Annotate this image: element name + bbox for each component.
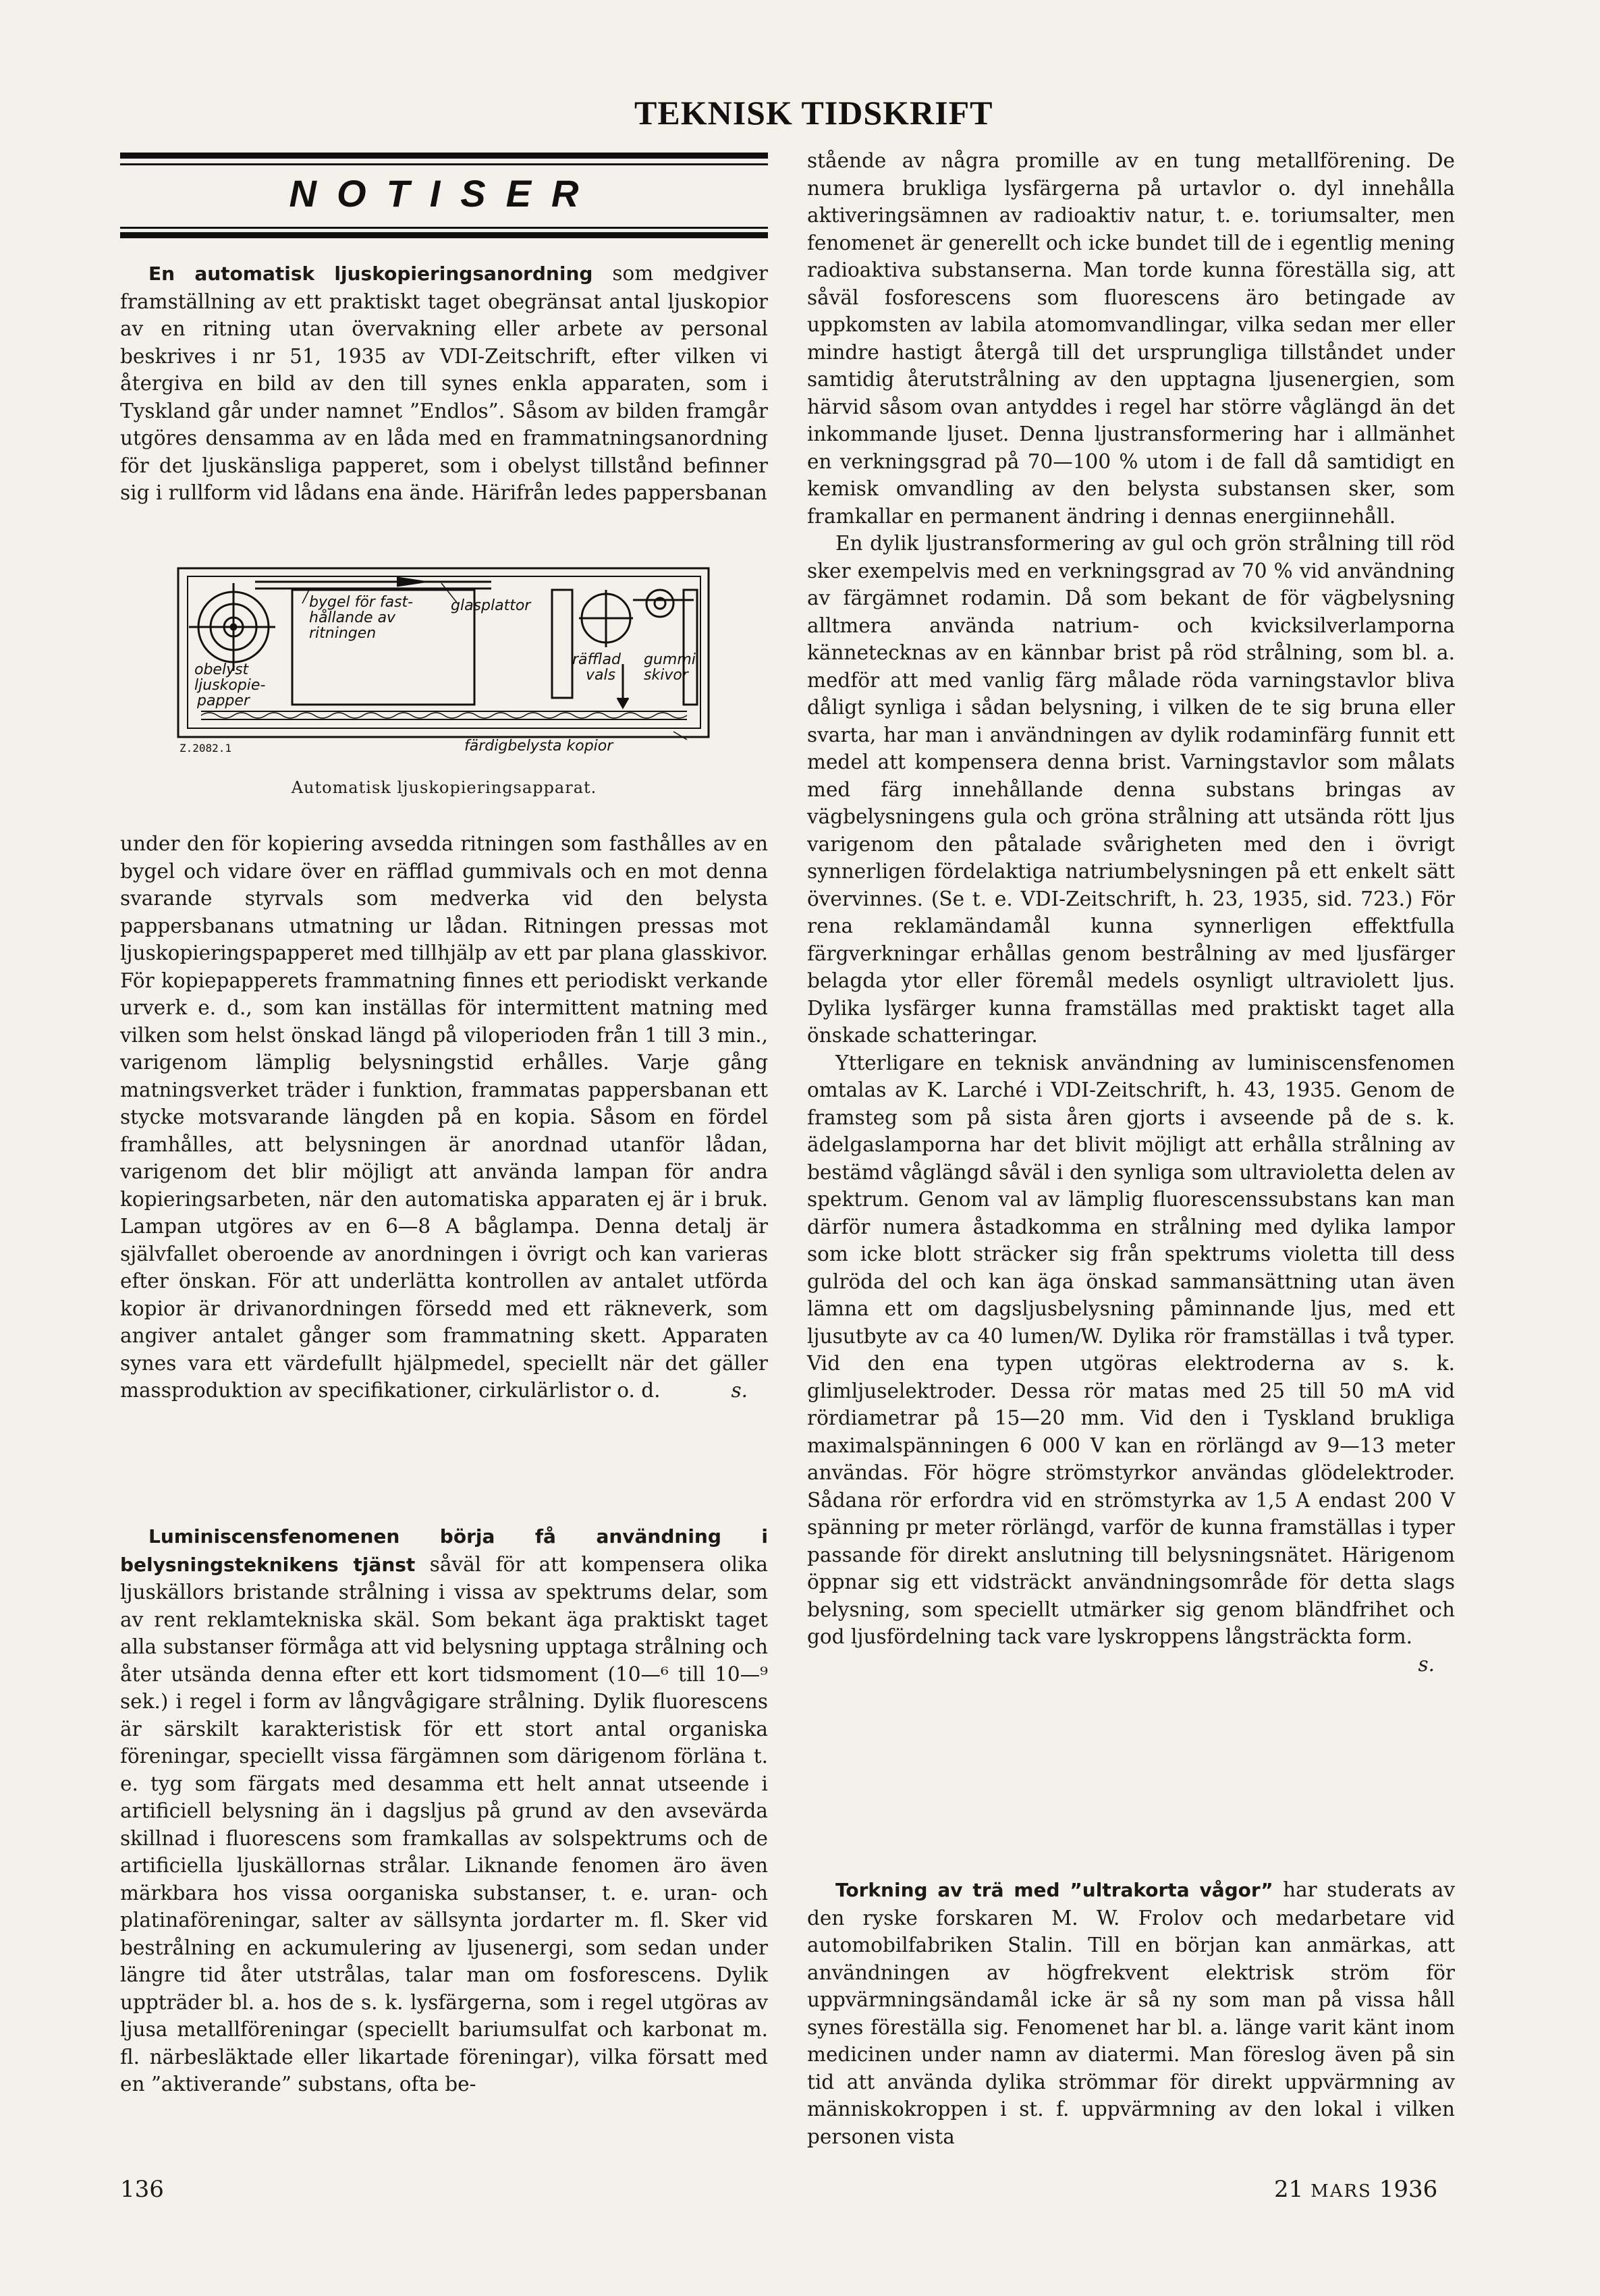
- article-3-text: har studerats av den ryske forskaren M. W. Frolov och medarbetare vid automobilfabriken Stalin. Till en början kan anmärkas, att användningen av högfrekvent elektrisk ström för uppvärmningsändamål icke är så ny som man på vissa håll synes föreställa sig. Fenomenet har bl. a. länge varit känt inom medicinen under namn av diatermi. Man föreslog även på sin tid att använda dylika strömmar för direkt uppvärmning av människokroppen i st. f. uppvärmning av den lokal i vilken personen vista: [807, 1878, 1456, 2148]
- label-bygel-2: hållande av: [309, 609, 396, 626]
- journal-title: TEKNISK TIDSKRIFT: [634, 94, 993, 132]
- apparatus-diagram: [174, 563, 714, 759]
- label-obelyst-2: ljuskopie-: [194, 677, 266, 694]
- label-gummi: gummi: [644, 651, 696, 668]
- label-fardig: färdigbelysta kopior: [464, 738, 613, 755]
- article-2-paragraph-continued: stående av några promille av en tung metallförening. De numera brukliga lysfärgerna på urtavlor o. dyl innehålla aktiveringsämnen av radioaktiv natur, t. e. toriumsalter, men fenomenet är generellt och icke bundet till de i egentlig mening radioaktiva substanserna. Man torde kunna föreställa sig, att såväl fosforescens som fluorescens äro betingade av uppkomsten av labila atomomvandlingar, vilka sedan mer eller mindre hastigt återgå till det ursprungliga tillståndet under samtidig återutstrålning av den upptagna ljusenergien, som härvid såsom ovan antyddes i regel har större våglängd än det inkommande ljuset. Denna ljustransformering har i allmänhet en verkningsgrad på 70—100 % utom i de fall då samtidigt en kemisk omvandling av den belysta substansen sker, som framkallar en permanent ändring i dennas energiinnehåll.: [807, 149, 1455, 528]
- issue-year: 1936: [1379, 2176, 1438, 2203]
- article-2-start: [120, 1523, 768, 2098]
- right-column: [807, 147, 1455, 1678]
- article-2-text-4: Ytterligare en teknisk användning av luminiscensfenomen omtalas av K. Larché i VDI-Zeitschrift, h. 43, 1935. Genom de framsteg som på sista åren gjorts i avseende på de s. k. ädelgaslamporna har det blivit möjligt att erhålla strålning av bestämd våglängd såväl i den synliga som ultravioletta delen av spektrum. Genom val av lämplig fluorescenssubstans kan man därför numera åstadkomma en strålning med dylika lampor som icke blott sträcker sig från spektrums violetta till dess gulröda del och kan äga önskad sammansättning utan även lämna ett om dagsljusbelysning påminnande ljus, med ett ljusutbyte av ca 40 lumen/W. Dylika rör framställas i två typer. Vid den ena typen utgöras elektroderna av s. k. glimljuselektroder. Dessa rör matas med 25 till 50 mA vid rördiametrar på 15—20 mm. Vid den i Tyskland brukliga maximalspänningen 6 000 V kan en rörlängd av 9—13 meter användas. För högre strömstyrkor användas glödelektroder. Sådana rör erfordra vid en strömstyrka av 1,5 A endast 200 V spänning pr meter rörlängd, varför de kunna framställas i typer passande för direkt anslutning till belysningsnätet. Härigenom öppnar sig ett vidsträckt användningsområde för detta slags belysning, som speciellt utmärker sig genom bländfrihet och god ljusfördelning tack vare lyskroppens långsträckta form.: [807, 1051, 1455, 1648]
- article-2-paragraph-3: [807, 1049, 1455, 1676]
- rubber-roller: [646, 590, 673, 617]
- article-1-text-1: som medgiver framställning av ett praktiskt taget obegränsat antal ljuskopior av en ritning utan övervakning eller arbete av personal beskrives i nr 51, 1935 av VDI-Zeitschrift, efter vilken vi återgiva en bild av den till synes enkla apparaten, som i Tyskland går under namnet ”Endlos”. Såsom av bilden framgår utgöres densamma av en låda med en frammatningsanordning för det ljuskänsliga papperet, som i obelyst tillstånd befinner sig i rullform vid lådans ena ände. Härifrån ledes pappersbanan: [120, 262, 768, 504]
- label-bygel-3: ritningen: [309, 625, 377, 642]
- top-rule-thin: [120, 163, 768, 165]
- label-rafflad-2: vals: [586, 667, 616, 684]
- article-3-heading: Torkning av trä med ”ultrakorta vågor”: [835, 1879, 1273, 1901]
- bottom-rule: [120, 232, 768, 238]
- label-obelyst-3: papper: [197, 692, 250, 709]
- article-2-paragraph-2: En dylik ljustransformering av gul och grön strålning till röd sker exempelvis med en verkningsgrad av 70 % vid användning av färgämnet rodamin. Då som bekant de för vägbelysning alltmera använda natrium- och kvicksilverlamporna kännetecknas av en kännbar brist på röd strålning, som bl. a. medför att med vanlig färg målade röda varningstavlor bliva dåligt synliga i sådan belysning, i vilken de te sig bruna eller svarta, har man i användningen av dylik rodaminfärg funnit ett medel att kompensera denna brist. Varningstavlor som målats med färg innehållande denna substans bringas av vägbelysningens gula och gröna strålning att utsända rött ljus varigenom den påtalade svårigheten med den i övrigt synnerligen fördelaktiga natriumbelysningen på ett enkelt sätt övervinnes. (Se t. e. VDI-Zeitschrift, h. 23, 1935, sid. 723.) För rena reklamändamål kunna synnerligen effektfulla färgverkningar erhållas genom bestrålning av med ljusfärger belagda ytor eller föremål medels osynligt ultraviolett ljus. Dylika lysfärger kunna framställas med praktiskt taget alla önskade schatteringar.: [807, 532, 1455, 1047]
- label-obelyst: obelyst: [194, 661, 249, 678]
- article-2-signature: s.: [1418, 1652, 1435, 1676]
- top-rule: [120, 153, 768, 159]
- section-header: [120, 153, 768, 240]
- article-2-heading: Luminiscensfenomenen börja få användning i belysningsteknikens tjänst: [120, 1525, 768, 1576]
- figure-reference: Z.2082.1: [180, 742, 232, 755]
- article-1-paragraph-2: [120, 830, 768, 1404]
- article-3-paragraph: [807, 1876, 1455, 2150]
- article-1-heading: En automatisk ljuskopieringsanordning: [148, 263, 593, 285]
- article-2-text-1: såväl för att kompensera olika ljuskällors bristande strålning i vissa av spektrums delar, som av rent reklamtekniska skäl. Som bekant äga praktiskt taget alla substanser förmåga att vid belysning upptaga strålning och åter utsända denna efter ett kort tidsmoment (10—⁶ till 10—⁹ sek.) i regel i form av långvågigare strålning. Dylik fluorescens är särskilt karakteristisk för ett stort antal organiska föreningar, speciellt vissa färgämnen som därigenom förläna t. e. tyg som färgats med desamma ett helt annat utseende i artificiell belysning än i dagsljus på grund av den avsevärda skillnad i fluorescens som framkallas av solspektrums och de artificiella ljuskällornas strålar. Liknande fenomen äro även märkbara hos vissa oorganiska substanser, t. e. uran- och platinaföreningar, salter av sällsynta jordarter m. fl. Sker vid bestrålning en ackumulering av ljusenergi, som sedan under längre tid åter utstrålas, talar man om fosforescens. Dylik uppträder bl. a. hos de s. k. lysfärgerna, som i regel utgöras av ljusa metallföreningar (speciellt bariumsulfat och karbonat m. fl. närbesläktade eller likartade föreningar), vilka försatt med en ”aktiverande” substans, ofta be-: [120, 1552, 768, 2096]
- page-number: 136: [120, 2176, 164, 2203]
- article-1-continued: [120, 830, 768, 1404]
- article-1-intro: [120, 260, 768, 507]
- label-gummi-2: skivor: [644, 667, 688, 684]
- article-1-signature: s.: [731, 1379, 748, 1402]
- label-rafflad: räfflad: [572, 651, 621, 668]
- label-bygel: bygel för fast-: [309, 594, 414, 611]
- issue-month: MARS: [1311, 2181, 1372, 2202]
- figure-caption: Automatisk ljuskopieringsapparat.: [291, 778, 597, 797]
- issue-day: 21: [1274, 2176, 1304, 2203]
- article-1-text-2: under den för kopiering avsedda ritningen som fasthålles av en bygel och vidare över en räfflad gummivals och en mot denna svarande styrvals som medverka vid den belysta pappersbanans utmatning ur lådan. Ritningen pressas mot ljuskopieringspapperet med tillhjälp av ett par plana glasskivor. För kopiepapperets frammatning finnes ett periodiskt verkande urverk e. d., som kan inställas för intermittent matning med vilken som helst önskad längd på viloperioden från 1 till 3 min., varigenom lämplig belysningstid erhålles. Varje gång matningsverket träder i funktion, frammatas pappersbanan ett stycke motsvarande längden på en kopia. Såsom en fördel framhålles, att belysningen är anordnad utanför lådan, varigenom det blir möjligt att använda lampan för andra kopieringsarbeten, när den automatiska apparaten ej är i bruk. Lampan utgöres av en 6—8 A båglampa. Denna detalj är självfallet oberoende av anordningen i övrigt och kan varieras efter önskan. För att underlätta kontrollen av antalet utförda kopior är drivanordningen försedd med ett räkneverk, som angiver antalet gånger som frammatning skett. Apparaten synes vara ett värdefullt hjälpmedel, speciellt när det gäller massproduktion av specifikationer, cirkulärlistor o. d.: [120, 832, 768, 1402]
- bottom-rule-thin: [120, 227, 768, 229]
- article-2-paragraph-1: [120, 1523, 768, 2098]
- label-glas: glasplattor: [451, 597, 531, 614]
- article-3: [807, 1876, 1455, 2150]
- article-1-paragraph-1: [120, 260, 768, 507]
- issue-date: [1274, 2176, 1437, 2203]
- section-title: NOTISER: [289, 172, 599, 215]
